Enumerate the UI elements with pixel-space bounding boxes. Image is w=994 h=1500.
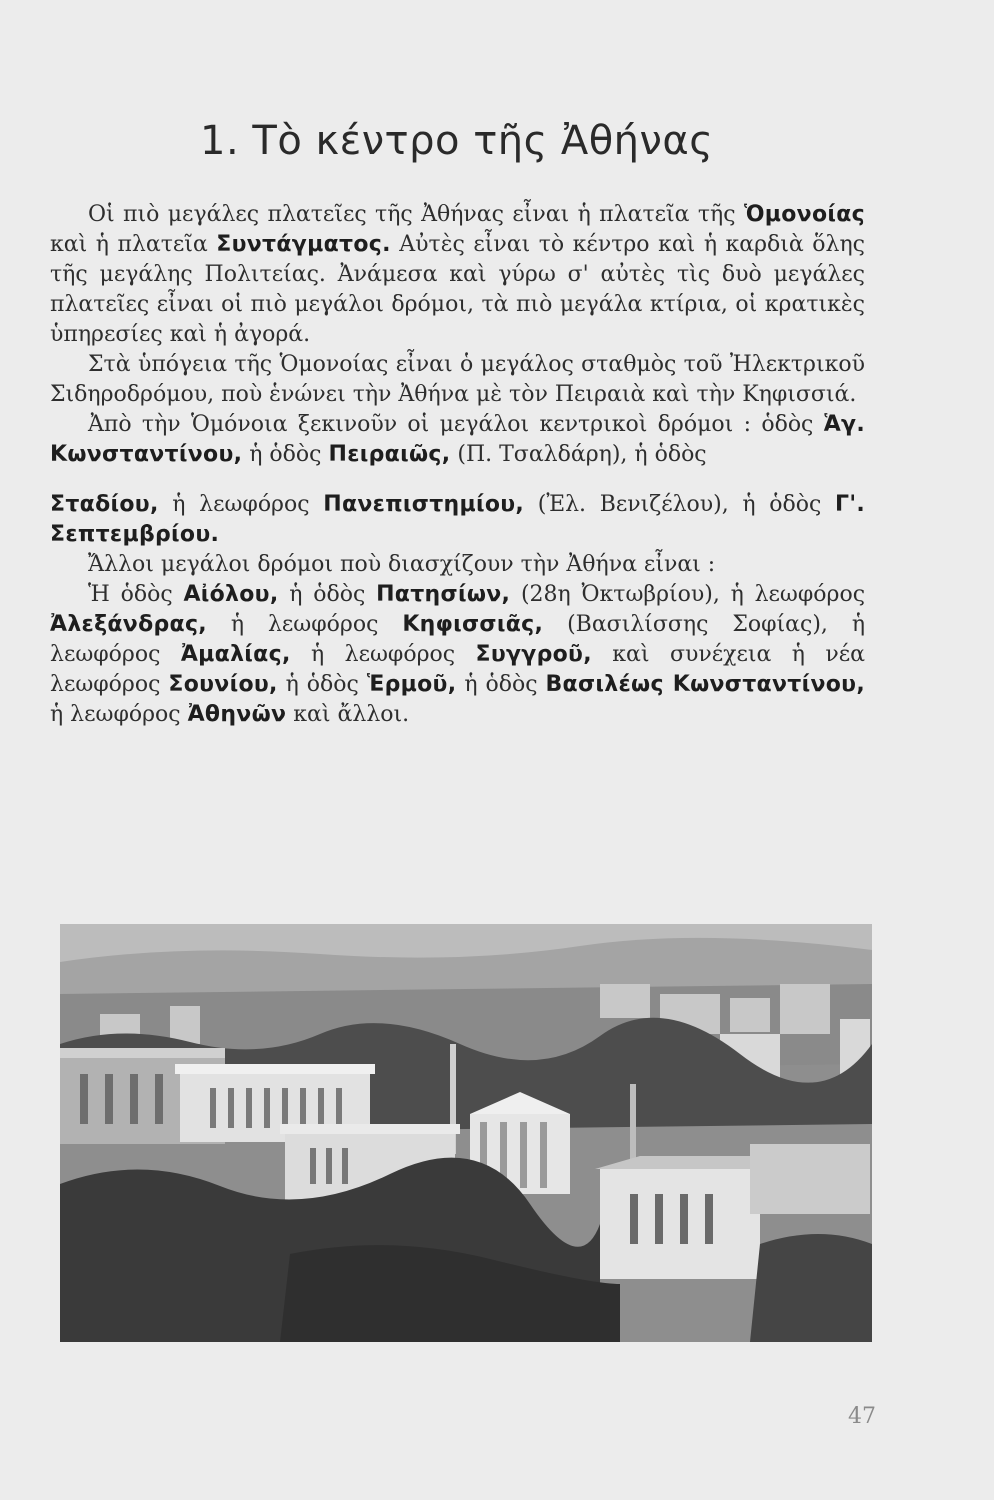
chapter-title: 1. Τὸ κέντρο τῆς Ἀθήνας xyxy=(200,118,714,164)
page-number: 47 xyxy=(848,1404,876,1429)
paragraph-4: Σταδίου, ἡ λεωφόρος Πανεπιστημίου, (Ἐλ. Βενιζέλου), ἡ ὁδὸς Γ'. Σεπτεμβρίου. xyxy=(50,492,866,547)
athens-photograph xyxy=(60,924,872,1342)
paragraph-3: Ἀπὸ τὴν Ὁμόνοια ξεκινοῦν οἱ μεγάλοι κεντρικοὶ δρόμοι : ὁδὸς Ἁγ. Κωνσταντίνου, ἡ ὁδὸς Πειραιῶς, (Π. Τσαλδάρη), ἡ ὁδὸς xyxy=(50,412,865,467)
body-text xyxy=(50,200,865,730)
paragraph-5: Ἄλλοι μεγάλοι δρόμοι ποὺ διασχίζουν τὴν Ἀθήνα εἶναι : xyxy=(88,552,716,577)
paragraph-1: Οἱ πιὸ μεγάλες πλατεῖες τῆς Ἀθήνας εἶναι ἡ πλατεῖα τῆς Ὁμονοίας καὶ ἡ πλατεῖα Συντάγματος. Αὐτὲς εἶναι τὸ κέντρο καὶ ἡ καρδιὰ ὅλης τῆς μεγάλης Πολιτείας. Ἀνάμεσα καὶ γύρω σ' αὐτὲς τὶς δυὸ μεγάλες πλατεῖες εἶναι οἱ πιὸ μεγάλοι δρόμοι, τὰ πιὸ μεγάλα κτίρια, οἱ κρατικὲς ὑπηρεσίες καὶ ἡ ἀγορά. xyxy=(50,202,865,347)
neoclassical-buildings-illustration xyxy=(60,924,872,1342)
paragraph-6: Ἡ ὁδὸς Αἰόλου, ἡ ὁδὸς Πατησίων, (28η Ὀκτωβρίου), ἡ λεωφόρος Ἀλεξάνδρας, ἡ λεωφόρος Κηφισσιᾶς, (Βασιλίσσης Σοφίας), ἡ λεωφόρος Ἀμαλίας, ἡ λεωφόρος Συγγροῦ, καὶ συνέχεια ἡ νέα λεωφόρος Σουνίου, ἡ ὁδὸς Ἑρμοῦ, ἡ ὁδὸς Βασιλέως Κωνσταντίνου, ἡ λεωφόρος Ἀθηνῶν καὶ ἄλλοι. xyxy=(50,582,866,727)
paragraph-2: Στὰ ὑπόγεια τῆς Ὁμονοίας εἶναι ὁ μεγάλος σταθμὸς τοῦ Ἠλεκτρικοῦ Σιδηροδρόμου, ποὺ ἑνώνει τὴν Ἀθήνα μὲ τὸν Πειραιὰ καὶ τὴν Κηφισσιά. xyxy=(50,352,865,407)
